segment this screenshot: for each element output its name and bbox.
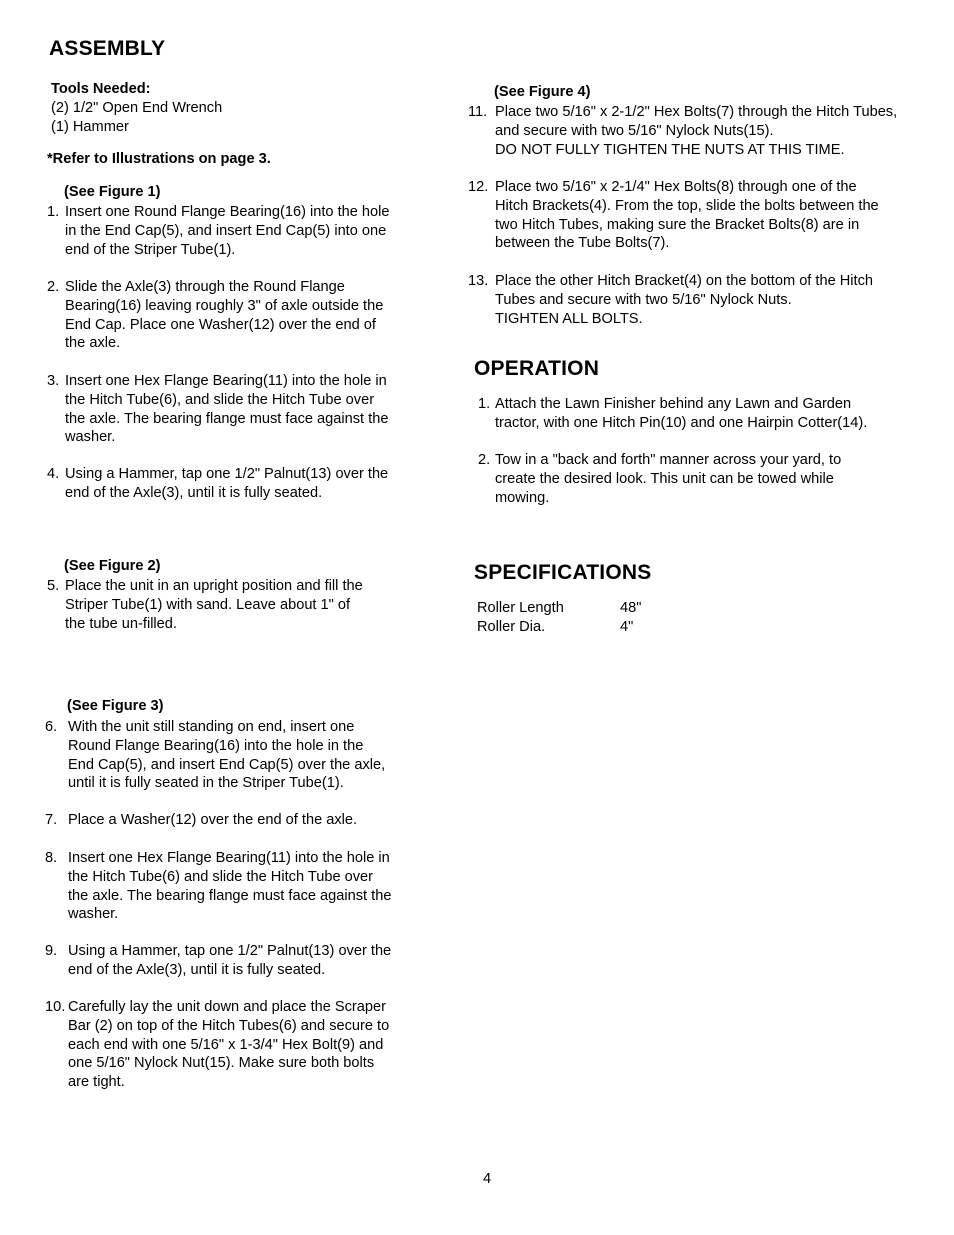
step-number: 3. [47,373,60,389]
step-line: Carefully lay the unit down and place the Scraper [68,999,387,1015]
step-line: Place two 5/16" x 2-1/2" Hex Bolts(7) through the Hitch Tubes, [495,104,898,120]
step-line: tractor, with one Hitch Pin(10) and one Hairpin Cotter(14). [495,414,868,431]
assembly-step [45,811,357,830]
assembly-heading: ASSEMBLY [49,37,166,60]
step-number: 2. [478,452,491,468]
assembly-step [45,849,391,924]
figure-ref-4: (See Figure 4) [494,84,591,100]
step-line: in the End Cap(5), and insert End Cap(5) into one [65,222,387,239]
step-line: With the unit still standing on end, insert one [68,719,355,735]
step-line: Place two 5/16" x 2-1/4" Hex Bolts(8) through one of the [495,179,857,195]
step-line: washer. [68,906,119,923]
step-line: and secure with two 5/16" Nylock Nuts(15). [495,122,774,139]
step-number: 1. [478,396,491,412]
step-line: the Hitch Tube(6), and slide the Hitch Tube over [65,391,375,408]
operation-step [478,451,841,507]
step-line: Bar (2) on top of the Hitch Tubes(6) and secure to [68,1017,390,1034]
step-number: 10. [45,999,66,1015]
step-number: 9. [45,943,58,959]
step-number: 2. [47,279,60,295]
step-number: 12. [468,179,489,195]
assembly-step [47,278,383,353]
assembly-step [45,942,391,980]
assembly-step [45,718,385,793]
step-line: create the desired look. This unit can be towed while [495,470,834,487]
spec-label: Roller Dia. [477,619,546,635]
spec-row [477,618,641,637]
step-line: end of the Axle(3), until it is fully seated. [65,484,323,501]
step-line: the tube un-filled. [65,615,177,632]
step-line: Bearing(16) leaving roughly 3" of axle outside the [65,297,384,314]
specifications-heading: SPECIFICATIONS [474,561,652,584]
step-line: Place the other Hitch Bracket(4) on the bottom of the Hitch [495,273,874,289]
step-line: one 5/16" Nylock Nut(15). Make sure both bolts [68,1055,375,1072]
step-line: end of the Axle(3), until it is fully seated. [68,961,326,978]
step-line: Hitch Brackets(4). From the top, slide the bolts between the [495,197,879,214]
figure-ref-1: (See Figure 1) [64,184,161,200]
assembly-step [468,178,879,253]
step-line: between the Tube Bolts(7). [495,235,670,252]
spec-row [477,599,641,618]
assembly-step [47,372,388,447]
page-number: 4 [483,1171,492,1187]
step-number: 7. [45,812,58,828]
step-number: 1. [47,204,60,220]
step-line: Slide the Axle(3) through the Round Flange [65,279,345,295]
step-line: until it is fully seated in the Striper Tube(1). [68,775,344,792]
step-line: end of the Striper Tube(1). [65,241,236,258]
step-line: are tight. [68,1074,125,1091]
step-line: Insert one Hex Flange Bearing(11) into the hole in [65,373,387,389]
tool-item: (1) Hammer [51,119,129,135]
step-line: Round Flange Bearing(16) into the hole in the [68,737,364,754]
step-line: the Hitch Tube(6) and slide the Hitch Tube over [68,868,374,885]
step-line: End Cap. Place one Washer(12) over the end of [65,316,376,333]
spec-value: 4" [620,619,634,635]
step-line: the axle. The bearing flange must face against the [68,887,392,904]
step-line: Place a Washer(12) over the end of the axle. [68,812,358,828]
step-number: 4. [47,466,60,482]
step-number: 11. [468,104,488,120]
step-line: Tow in a "back and forth" manner across your yard, to [495,452,842,468]
step-line: DO NOT FULLY TIGHTEN THE NUTS AT THIS TIME. [495,141,845,158]
step-number: 13. [468,273,489,289]
step-number: 6. [45,719,58,735]
step-number: 8. [45,850,58,866]
step-line: End Cap(5), and insert End Cap(5) over the axle, [68,756,386,773]
figure-ref-3: (See Figure 3) [67,698,164,714]
step-line: Insert one Hex Flange Bearing(11) into the hole in [68,850,390,866]
step-line: Attach the Lawn Finisher behind any Lawn and Garden [495,396,852,412]
spec-label: Roller Length [477,600,564,616]
step-line: the axle. The bearing flange must face against the [65,410,389,427]
tools-label: Tools Needed: [51,81,151,97]
assembly-step [45,998,389,1092]
step-line: washer. [65,429,116,446]
step-line: Striper Tube(1) with sand. Leave about 1" of [65,596,351,613]
step-line: TIGHTEN ALL BOLTS. [495,310,643,327]
assembly-step [47,203,390,259]
step-line: mowing. [495,489,550,506]
assembly-step [47,577,363,633]
assembly-step [468,272,873,328]
step-line: each end with one 5/16" x 1-3/4" Hex Bolt(9) and [68,1036,384,1053]
step-line: Place the unit in an upright position and fill the [65,578,363,594]
step-line: the axle. [65,335,121,352]
assembly-step [468,103,897,159]
step-line: Using a Hammer, tap one 1/2" Palnut(13) over the [65,466,389,482]
figure-ref-2: (See Figure 2) [64,558,161,574]
assembly-step [47,465,388,503]
step-line: two Hitch Tubes, making sure the Bracket Bolts(8) are in [495,216,860,233]
step-line: Using a Hammer, tap one 1/2" Palnut(13) over the [68,943,392,959]
spec-value: 48" [620,600,642,616]
step-line: Insert one Round Flange Bearing(16) into the hole [65,204,390,220]
tool-item: (2) 1/2" Open End Wrench [51,100,223,116]
step-line: Tubes and secure with two 5/16" Nylock Nuts. [495,291,792,308]
step-number: 5. [47,578,60,594]
operation-step [478,395,867,433]
specs-table [477,599,641,637]
operation-heading: OPERATION [474,357,600,380]
refer-note: *Refer to Illustrations on page 3. [47,151,271,167]
